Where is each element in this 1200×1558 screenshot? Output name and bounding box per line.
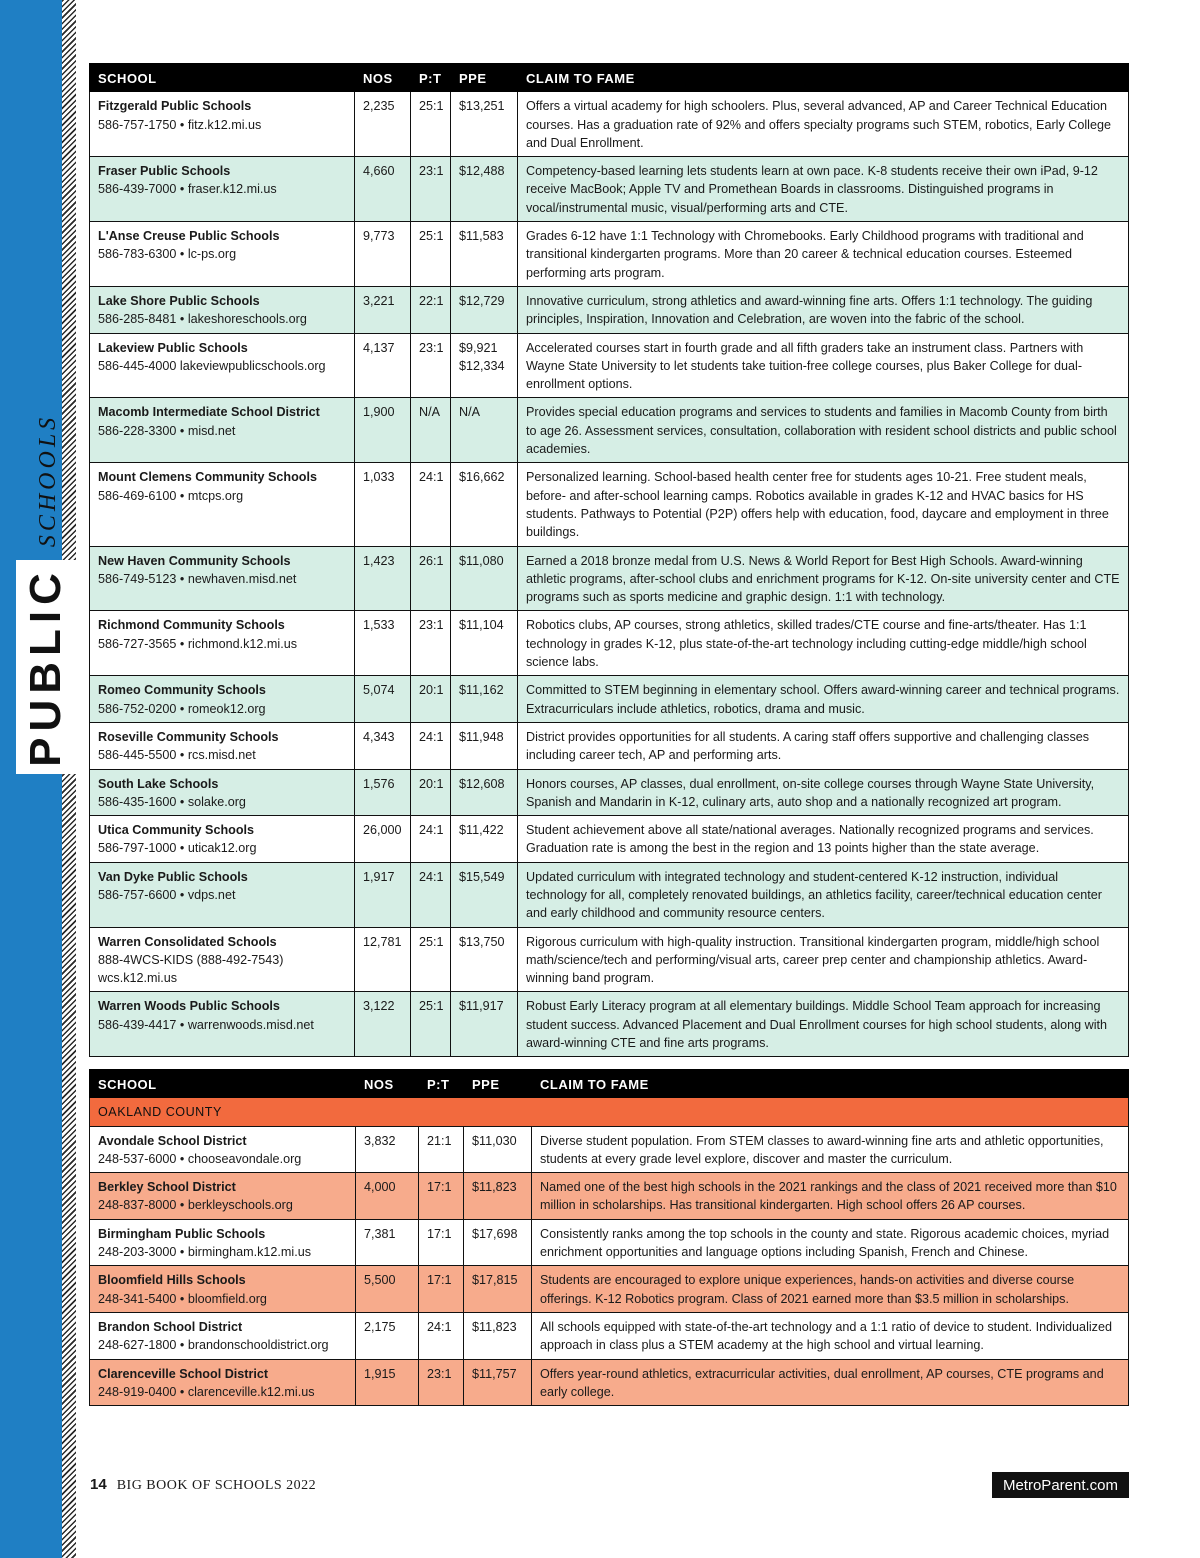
school-contact: 586-469-6100 • mtcps.org xyxy=(98,488,244,503)
claim-cell: Consistently ranks among the top schools in the county and state. Rigorous academic choices, myriad enrichment opportunities and language options including Spanish, French and Chinese. xyxy=(532,1219,1129,1266)
claim-cell: Robust Early Literacy program at all elementary buildings. Middle School Team approach for increasing student success. Advanced Placement and Dual Enrollment courses for high school students, along with award-winning CTE and fine arts programs. xyxy=(518,992,1129,1057)
nos-cell: 26,000 xyxy=(355,816,411,863)
claim-cell: Accelerated courses start in fourth grade and all fifth graders take an instrument class. Partners with Wayne State University to let students take tuition-free college courses, plus Baker College for dual-enrollment options. xyxy=(518,333,1129,398)
school-name: Utica Community Schools xyxy=(98,823,255,838)
ppe-cell: $11,917 xyxy=(451,992,518,1057)
school-contact: 248-627-1800 • brandonschooldistrict.org xyxy=(98,1338,329,1353)
school-cell xyxy=(90,398,355,463)
nos-cell: 1,423 xyxy=(355,546,411,611)
claim-cell: Innovative curriculum, strong athletics and award-winning fine arts. Offers 1:1 technology. The guiding principles, Inspiration, Innovation and Celebration, are woven into the fabric of the school. xyxy=(518,286,1129,333)
ppe-cell: $13,251 xyxy=(451,92,518,157)
claim-cell: Committed to STEM beginning in elementary school. Offers award-winning career and technical programs. Extracurriculars include athletics, robotics, drama and music. xyxy=(518,676,1129,723)
school-contact: 586-439-7000 • fraser.k12.mi.us xyxy=(98,182,277,197)
table-header-row xyxy=(90,1070,1129,1098)
school-name: Van Dyke Public Schools xyxy=(98,869,248,884)
nos-cell: 5,500 xyxy=(356,1266,419,1313)
claim-cell: Diverse student population. From STEM classes to award-winning fine arts and athletic opportunities, students at every grade level explore, discover and master the curriculum. xyxy=(532,1126,1129,1173)
side-color-bar xyxy=(0,0,62,1558)
pt-cell: 17:1 xyxy=(419,1266,464,1313)
nos-cell: 4,137 xyxy=(355,333,411,398)
school-name: Lake Shore Public Schools xyxy=(98,293,260,308)
school-cell xyxy=(90,722,355,769)
school-contact: 586-285-8481 • lakeshoreschools.org xyxy=(98,312,307,327)
school-name: Fraser Public Schools xyxy=(98,164,231,179)
school-name: Lakeview Public Schools xyxy=(98,340,248,355)
table-row xyxy=(90,1312,1129,1359)
school-contact: 586-445-5500 • rcs.misd.net xyxy=(98,748,256,763)
school-contact: 586-757-6600 • vdps.net xyxy=(98,887,236,902)
table-row xyxy=(90,722,1129,769)
pt-cell: 24:1 xyxy=(411,722,451,769)
table-row xyxy=(90,927,1129,992)
nos-cell: 5,074 xyxy=(355,676,411,723)
ppe-cell: $11,823 xyxy=(464,1173,532,1220)
school-contact: 888-4WCS-KIDS (888-492-7543) wcs.k12.mi.us xyxy=(98,952,284,986)
school-contact: 248-341-5400 • bloomfield.org xyxy=(98,1291,267,1306)
school-cell xyxy=(90,463,355,546)
pt-cell: 20:1 xyxy=(411,676,451,723)
claim-cell: Offers year-round athletics, extracurricular activities, dual enrollment, AP courses, CTE programs and early college. xyxy=(532,1359,1129,1406)
header-nos: NOS xyxy=(356,1070,419,1098)
school-cell xyxy=(90,286,355,333)
pt-cell: 23:1 xyxy=(411,611,451,676)
school-name: Clarenceville School District xyxy=(98,1366,269,1381)
pt-cell: 25:1 xyxy=(411,992,451,1057)
pt-cell: 24:1 xyxy=(419,1312,464,1359)
ppe-cell: $17,698 xyxy=(464,1219,532,1266)
ppe-cell: $12,608 xyxy=(451,769,518,816)
claim-cell: Provides special education programs and services to students and families in Macomb County from birth to age 26. Assessment services, consultation, collaboration with resident school districts and public school academies. xyxy=(518,398,1129,463)
school-cell xyxy=(90,1219,356,1266)
county-row xyxy=(90,1098,1129,1126)
table-row xyxy=(90,1126,1129,1173)
ppe-cell: $11,080 xyxy=(451,546,518,611)
table-header-row xyxy=(90,64,1129,92)
table-row xyxy=(90,1359,1129,1406)
header-pt: P:T xyxy=(419,1070,464,1098)
nos-cell: 4,000 xyxy=(356,1173,419,1220)
school-cell xyxy=(90,1173,356,1220)
school-name: Fitzgerald Public Schools xyxy=(98,99,252,114)
claim-cell: All schools equipped with state-of-the-art technology and a 1:1 ratio of device to student. Individualized approach in class plus a STEM academy at the high school and virtual learning. xyxy=(532,1312,1129,1359)
pt-cell: 21:1 xyxy=(419,1126,464,1173)
nos-cell: 1,533 xyxy=(355,611,411,676)
nos-cell: 1,917 xyxy=(355,862,411,927)
pt-cell: 22:1 xyxy=(411,286,451,333)
table-row xyxy=(90,398,1129,463)
ppe-cell: $11,823 xyxy=(464,1312,532,1359)
school-contact: 586-727-3565 • richmond.k12.mi.us xyxy=(98,636,298,651)
table-row xyxy=(90,862,1129,927)
claim-cell: Rigorous curriculum with high-quality instruction. Transitional kindergarten program, middle/high school math/science/tech and performing/visual arts, career prep center and championship athletics. Award-winning band program. xyxy=(518,927,1129,992)
school-name: Romeo Community Schools xyxy=(98,683,266,698)
ppe-cell: $12,729 xyxy=(451,286,518,333)
nos-cell: 3,122 xyxy=(355,992,411,1057)
site-badge: MetroParent.com xyxy=(992,1472,1129,1498)
county-name: OAKLAND COUNTY xyxy=(90,1098,1129,1126)
side-label-public: PUBLIC xyxy=(16,560,76,774)
pt-cell: N/A xyxy=(411,398,451,463)
nos-cell: 12,781 xyxy=(355,927,411,992)
school-contact: 586-757-1750 • fitz.k12.mi.us xyxy=(98,117,262,132)
ppe-cell: $11,422 xyxy=(451,816,518,863)
table-row xyxy=(90,92,1129,157)
ppe-cell: $11,030 xyxy=(464,1126,532,1173)
claim-cell: Robotics clubs, AP courses, strong athletics, skilled trades/CTE course and fine-arts/theater. Has 1:1 technology in grades K-12, plus state-of-the-art technology including cutting-edge middle/high school science labs. xyxy=(518,611,1129,676)
nos-cell: 1,900 xyxy=(355,398,411,463)
school-name: Berkley School District xyxy=(98,1180,236,1195)
claim-cell: Named one of the best high schools in the 2021 rankings and the class of 2021 received more than $10 million in scholarships. Has transitional kindergarten. High school offers 26 AP courses. xyxy=(532,1173,1129,1220)
table-row xyxy=(90,1219,1129,1266)
nos-cell: 3,221 xyxy=(355,286,411,333)
school-cell xyxy=(90,1359,356,1406)
table-row xyxy=(90,816,1129,863)
nos-cell: 2,175 xyxy=(356,1312,419,1359)
table-row xyxy=(90,157,1129,222)
school-cell xyxy=(90,611,355,676)
school-cell xyxy=(90,676,355,723)
header-claim: CLAIM TO FAME xyxy=(532,1070,1129,1098)
pt-cell: 25:1 xyxy=(411,927,451,992)
school-cell xyxy=(90,992,355,1057)
school-cell xyxy=(90,1126,356,1173)
ppe-cell: $11,104 xyxy=(451,611,518,676)
school-contact: 586-783-6300 • lc-ps.org xyxy=(98,247,237,262)
school-cell xyxy=(90,333,355,398)
table-row xyxy=(90,286,1129,333)
table-row xyxy=(90,333,1129,398)
ppe-cell: $11,948 xyxy=(451,722,518,769)
school-name: L'Anse Creuse Public Schools xyxy=(98,229,280,244)
ppe-cell: $12,488 xyxy=(451,157,518,222)
ppe-cell: N/A xyxy=(451,398,518,463)
pt-cell: 23:1 xyxy=(411,157,451,222)
school-name: Warren Consolidated Schools xyxy=(98,934,277,949)
school-name: Richmond Community Schools xyxy=(98,618,285,633)
table-row xyxy=(90,676,1129,723)
claim-cell: Competency-based learning lets students learn at own pace. K-8 students receive their own iPad, 9-12 receive MacBook; Apple TV and Promethean Boards in classrooms. Distinguished programs in vocal/instrumental music, visual/performing arts and CTE. xyxy=(518,157,1129,222)
school-contact: 248-837-8000 • berkleyschools.org xyxy=(98,1198,293,1213)
nos-cell: 9,773 xyxy=(355,222,411,287)
school-contact: 248-537-6000 • chooseavondale.org xyxy=(98,1151,302,1166)
school-cell xyxy=(90,927,355,992)
claim-cell: Grades 6-12 have 1:1 Technology with Chromebooks. Early Childhood programs with traditional and transitional kindergarten programs. More than 20 career & technical education courses. Esteemed performing arts program. xyxy=(518,222,1129,287)
school-name: Mount Clemens Community Schools xyxy=(98,470,318,485)
claim-cell: Offers a virtual academy for high schoolers. Plus, several advanced, AP and Career Technical Education courses. Has a graduation rate of 92% and offers specialty programs such STEM, robotics, Early College and Dual Enrollment. xyxy=(518,92,1129,157)
school-cell xyxy=(90,546,355,611)
claim-cell: District provides opportunities for all students. A caring staff offers supportive and challenging classes including career tech, AP and performing arts. xyxy=(518,722,1129,769)
table-row xyxy=(90,222,1129,287)
pt-cell: 24:1 xyxy=(411,862,451,927)
pt-cell: 20:1 xyxy=(411,769,451,816)
school-name: Birmingham Public Schools xyxy=(98,1226,266,1241)
school-name: Brandon School District xyxy=(98,1319,243,1334)
school-contact: 586-435-1600 • solake.org xyxy=(98,794,246,809)
footer xyxy=(90,1476,316,1494)
school-name: South Lake Schools xyxy=(98,776,219,791)
ppe-cell: $9,921 $12,334 xyxy=(451,333,518,398)
side-label-schools: SCHOOLS xyxy=(35,413,62,547)
table-row xyxy=(90,769,1129,816)
school-contact: 248-919-0400 • clarenceville.k12.mi.us xyxy=(98,1384,315,1399)
school-contact: 586-439-4417 • warrenwoods.misd.net xyxy=(98,1017,314,1032)
nos-cell: 1,576 xyxy=(355,769,411,816)
table-row xyxy=(90,1266,1129,1313)
school-cell xyxy=(90,92,355,157)
nos-cell: 1,915 xyxy=(356,1359,419,1406)
header-school: SCHOOL xyxy=(90,64,355,92)
nos-cell: 3,832 xyxy=(356,1126,419,1173)
table-row xyxy=(90,463,1129,546)
header-ppe: PPE xyxy=(464,1070,532,1098)
table-row xyxy=(90,546,1129,611)
school-cell xyxy=(90,157,355,222)
school-cell xyxy=(90,816,355,863)
school-name: Warren Woods Public Schools xyxy=(98,999,280,1014)
ppe-cell: $16,662 xyxy=(451,463,518,546)
claim-cell: Student achievement above all state/national averages. Nationally recognized programs and services. Graduation rate is among the best in the region and 13 points higher than the state average. xyxy=(518,816,1129,863)
school-name: New Haven Community Schools xyxy=(98,553,291,568)
pt-cell: 17:1 xyxy=(419,1173,464,1220)
school-name: Bloomfield Hills Schools xyxy=(98,1273,246,1288)
table-row xyxy=(90,1173,1129,1220)
school-name: Roseville Community Schools xyxy=(98,729,279,744)
header-school: SCHOOL xyxy=(90,1070,356,1098)
school-cell xyxy=(90,862,355,927)
pt-cell: 24:1 xyxy=(411,816,451,863)
school-contact: 248-203-3000 • birmingham.k12.mi.us xyxy=(98,1245,312,1260)
ppe-cell: $11,757 xyxy=(464,1359,532,1406)
pt-cell: 23:1 xyxy=(419,1359,464,1406)
school-contact: 586-228-3300 • misd.net xyxy=(98,423,236,438)
nos-cell: 4,660 xyxy=(355,157,411,222)
school-contact: 586-445-4000 lakeviewpublicschools.org xyxy=(98,358,326,373)
page-number: 14 xyxy=(90,1476,107,1493)
school-name: Avondale School District xyxy=(98,1133,247,1148)
nos-cell: 7,381 xyxy=(356,1219,419,1266)
claim-cell: Honors courses, AP classes, dual enrollment, on-site college courses through Wayne State University, Spanish and Mandarin in K-12, culinary arts, auto shop and a nationally recognized art program. xyxy=(518,769,1129,816)
macomb-schools-table xyxy=(89,63,1129,1057)
claim-cell: Students are encouraged to explore unique experiences, hands-on activities and diverse course offerings. K-12 Robotics program. Class of 2021 earned more than $3.5 million in scholarships. xyxy=(532,1266,1129,1313)
school-cell xyxy=(90,769,355,816)
pt-cell: 24:1 xyxy=(411,463,451,546)
pt-cell: 25:1 xyxy=(411,92,451,157)
ppe-cell: $11,162 xyxy=(451,676,518,723)
school-contact: 586-749-5123 • newhaven.misd.net xyxy=(98,571,297,586)
school-contact: 586-752-0200 • romeok12.org xyxy=(98,701,266,716)
ppe-cell: $13,750 xyxy=(451,927,518,992)
header-ppe: PPE xyxy=(451,64,518,92)
school-cell xyxy=(90,1312,356,1359)
pt-cell: 26:1 xyxy=(411,546,451,611)
pt-cell: 17:1 xyxy=(419,1219,464,1266)
header-pt: P:T xyxy=(411,64,451,92)
header-claim: CLAIM TO FAME xyxy=(518,64,1129,92)
school-name: Macomb Intermediate School District xyxy=(98,405,320,420)
publication-title: BIG BOOK OF SCHOOLS 2022 xyxy=(116,1478,317,1493)
claim-cell: Earned a 2018 bronze medal from U.S. News & World Report for Best High Schools. Award-winning athletic programs, after-school clubs and enrichment programs for K-12. On-site university center and CTE programs such as sports medicine and graphic design. 1:1 with technology. xyxy=(518,546,1129,611)
claim-cell: Personalized learning. School-based health center free for students ages 10-21. Free student meals, before- and after-school learning camps. Robotics available in grades K-12 and HVAC basics for HS students. Pathways to Potential (P2P) offers help with education, food, daycare and employment in three buildings. xyxy=(518,463,1129,546)
pt-cell: 25:1 xyxy=(411,222,451,287)
school-cell xyxy=(90,222,355,287)
school-contact: 586-797-1000 • uticak12.org xyxy=(98,841,257,856)
ppe-cell: $17,815 xyxy=(464,1266,532,1313)
side-hatch-pattern xyxy=(62,0,76,1558)
claim-cell: Updated curriculum with integrated technology and student-centered K-12 instruction, individual technology for all, completely renovated buildings, an athletics facility, career/technical education center and early childhood and community resource centers. xyxy=(518,862,1129,927)
nos-cell: 4,343 xyxy=(355,722,411,769)
nos-cell: 2,235 xyxy=(355,92,411,157)
pt-cell: 23:1 xyxy=(411,333,451,398)
header-nos: NOS xyxy=(355,64,411,92)
oakland-schools-table xyxy=(89,1069,1129,1406)
nos-cell: 1,033 xyxy=(355,463,411,546)
ppe-cell: $11,583 xyxy=(451,222,518,287)
ppe-cell: $15,549 xyxy=(451,862,518,927)
table-row xyxy=(90,611,1129,676)
table-row xyxy=(90,992,1129,1057)
school-cell xyxy=(90,1266,356,1313)
